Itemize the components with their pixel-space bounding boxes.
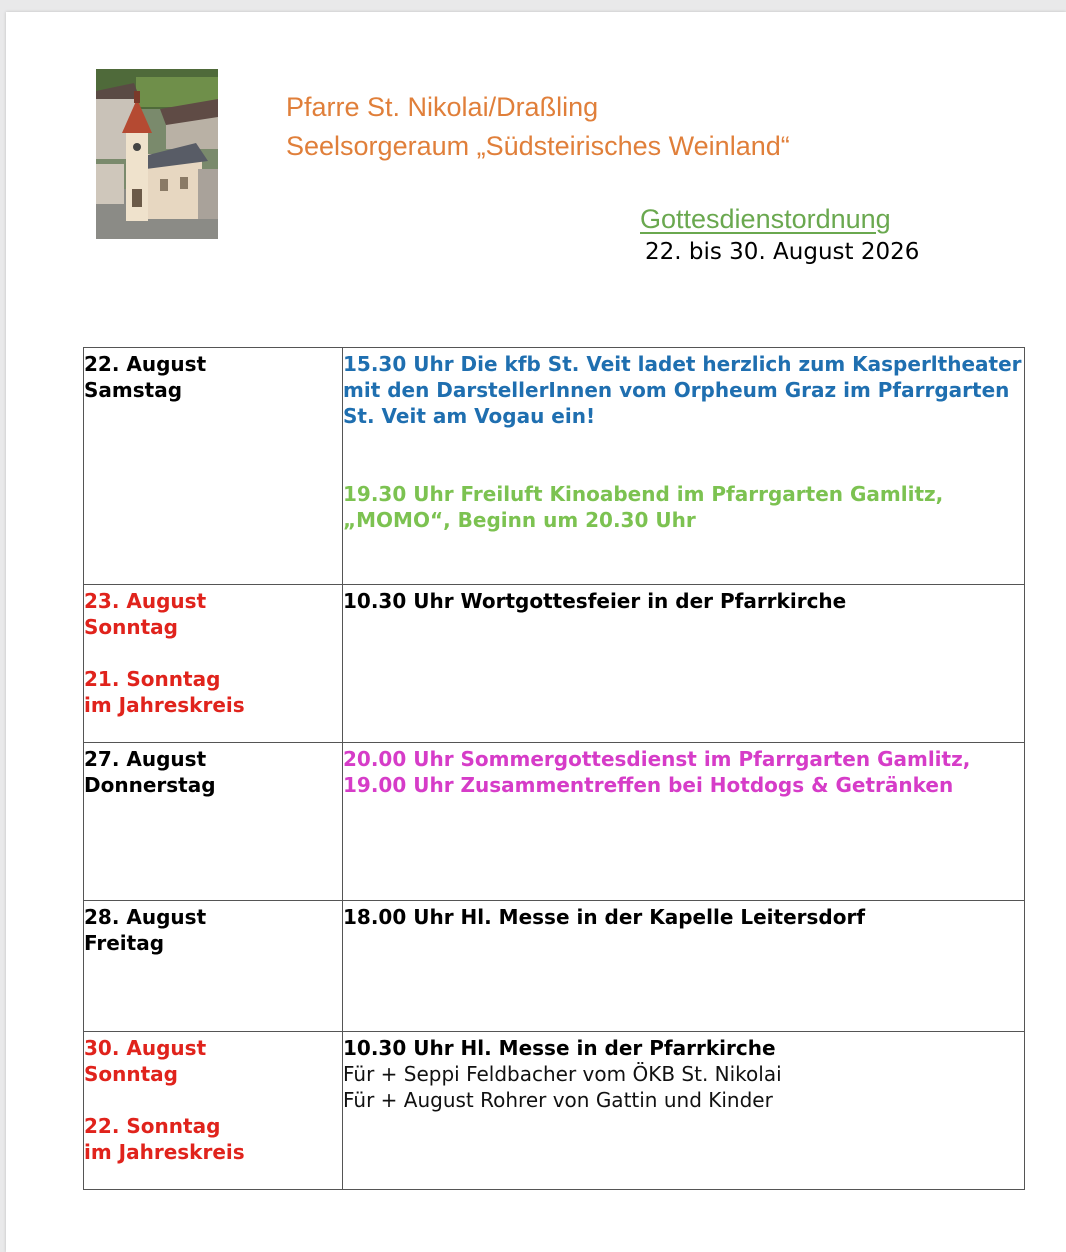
parish-name: Pfarre St. Nikolai/Draßling [286, 92, 599, 122]
feast-label: 22. Sonntag [84, 1114, 221, 1138]
weekday-label: Sonntag [84, 615, 178, 639]
date-label: 28. August [84, 905, 207, 929]
event-cell [343, 901, 1025, 1032]
document-page [6, 12, 1066, 1252]
document-title: Gottesdienstordnung [640, 204, 891, 234]
event-cell [343, 1032, 1025, 1190]
schedule-table [83, 347, 1025, 1190]
event-text: 15.30 Uhr Die kfb St. Veit ladet herzlich zum Kasperltheater mit den DarstellerInnen vom Orpheum Graz im Pfarrgarten St. Veit am Vogau ein! [343, 352, 1022, 428]
event-cell [343, 743, 1025, 901]
event-text: 10.30 Uhr Hl. Messe in der Pfarrkirche [343, 1036, 776, 1060]
event-cell [343, 348, 1025, 585]
feast-label: im Jahreskreis [84, 693, 245, 717]
day-cell [84, 585, 343, 743]
weekday-label: Sonntag [84, 1062, 178, 1086]
feast-label: 21. Sonntag [84, 667, 221, 691]
day-cell [84, 348, 343, 585]
date-label: 23. August [84, 589, 207, 613]
day-cell [84, 743, 343, 901]
church-photo [96, 69, 218, 239]
date-label: 27. August [84, 747, 207, 771]
event-cell [343, 585, 1025, 743]
day-cell [84, 901, 343, 1032]
date-range: 22. bis 30. August 2026 [645, 239, 920, 265]
event-text: 10.30 Uhr Wortgottesfeier in der Pfarrkirche [343, 589, 847, 613]
day-cell [84, 1032, 343, 1190]
weekday-label: Samstag [84, 378, 183, 402]
weekday-label: Freitag [84, 931, 165, 955]
mass-intention: Für + August Rohrer von Gattin und Kinder [343, 1088, 773, 1112]
date-label: 22. August [84, 352, 207, 376]
event-text: 18.00 Uhr Hl. Messe in der Kapelle Leitersdorf [343, 905, 866, 929]
feast-label: im Jahreskreis [84, 1140, 245, 1164]
date-label: 30. August [84, 1036, 207, 1060]
mass-intention: Für + Seppi Feldbacher vom ÖKB St. Nikolai [343, 1062, 782, 1086]
table-row [84, 585, 1025, 743]
pastoral-area: Seelsorgeraum „Südsteirisches Weinland“ [286, 131, 790, 161]
table-row [84, 743, 1025, 901]
table-row [84, 348, 1025, 585]
weekday-label: Donnerstag [84, 773, 216, 797]
table-row [84, 901, 1025, 1032]
table-row [84, 1032, 1025, 1190]
event-text: 20.00 Uhr Sommergottesdienst im Pfarrgarten Gamlitz, 19.00 Uhr Zusammentreffen bei Hotdogs & Getränken [343, 747, 971, 797]
event-text: 19.30 Uhr Freiluft Kinoabend im Pfarrgarten Gamlitz, „MOMO“, Beginn um 20.30 Uhr [343, 482, 944, 532]
